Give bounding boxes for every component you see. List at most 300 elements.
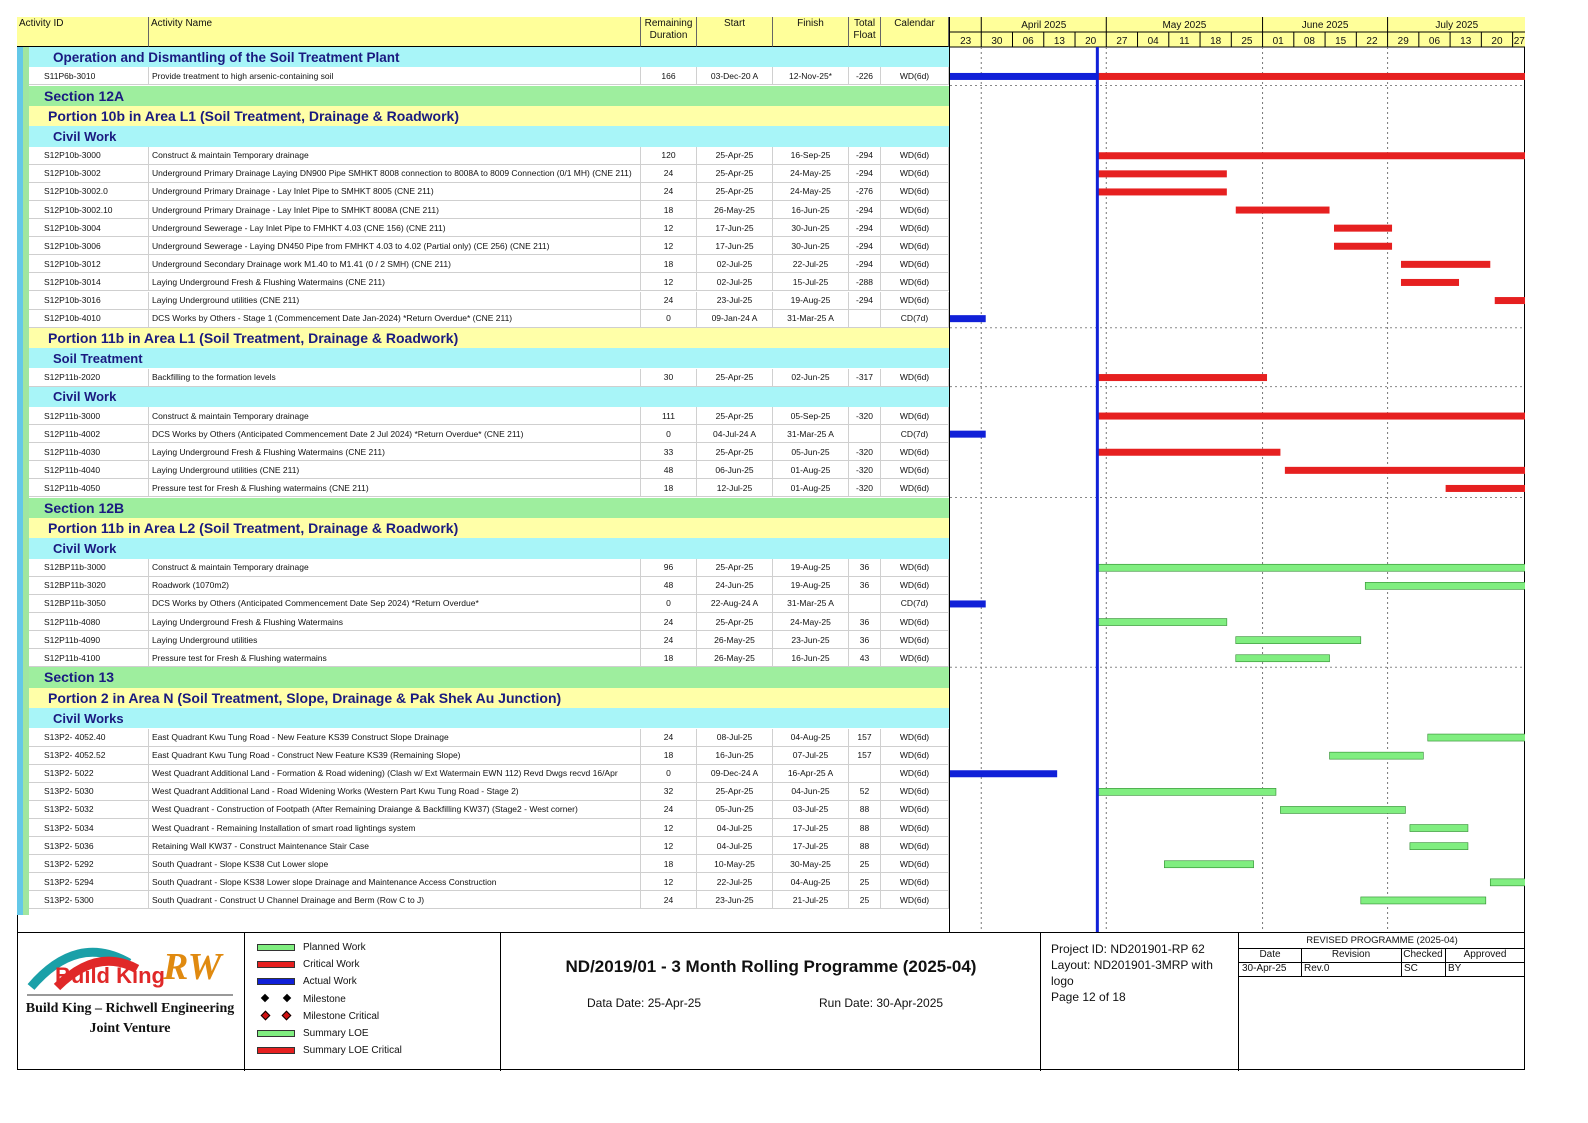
activity-name: Laying Underground utilities (CNE 211): [149, 292, 641, 309]
gantt-bar-actual: [950, 73, 1097, 80]
activity-start: 04-Jul-25: [697, 837, 773, 854]
activity-row: [17, 201, 949, 219]
activity-name: West Quadrant Additional Land - Road Widening Works (Western Part Kwu Tung Road - Stage 2): [149, 783, 641, 800]
activity-rem: 18: [641, 255, 697, 272]
header-finish: Finish: [773, 17, 849, 47]
activity-rem: 30: [641, 369, 697, 386]
activity-row: [17, 855, 949, 873]
activity-start: 16-Jun-25: [697, 747, 773, 764]
wbs-band: Portion 11b in Area L1 (Soil Treatment, Drainage & Roadwork): [17, 328, 949, 348]
activity-id: S12P11b-4100: [41, 649, 149, 666]
activity-name: Laying Underground Fresh & Flushing Watermains: [149, 613, 641, 630]
activity-id: S13P2- 4052.52: [41, 747, 149, 764]
activity-row: [17, 67, 949, 85]
wbs-band: Civil Work: [17, 126, 949, 146]
activity-row: [17, 783, 949, 801]
activity-id: S13P2- 5034: [41, 819, 149, 836]
week-label: 18: [1210, 36, 1222, 47]
activity-row: [17, 147, 949, 165]
activity-float: -294: [849, 201, 881, 218]
activity-id: S13P2- 5036: [41, 837, 149, 854]
rev-header-date: Date: [1259, 949, 1281, 960]
gantt-bar-planned: [1361, 897, 1486, 904]
gantt-bar-planned: [1236, 637, 1361, 644]
legend-item: [257, 956, 359, 973]
legend-swatch: [257, 1030, 295, 1037]
legend: [245, 933, 501, 1071]
header-activity-name: Activity Name: [149, 17, 641, 47]
legend-label: Summary LOE Critical: [303, 1045, 402, 1057]
activity-id: S12P11b-4050: [41, 479, 149, 496]
activity-name: West Quadrant - Remaining Installation of smart road lightings system: [149, 819, 641, 836]
activity-float: 88: [849, 837, 881, 854]
legend-label: Summary LOE: [303, 1028, 369, 1039]
activity-start: 23-Jun-25: [697, 891, 773, 908]
activity-name: DCS Works by Others (Anticipated Commencement Date Sep 2024) *Return Overdue*: [149, 595, 641, 612]
activity-name: DCS Works by Others (Anticipated Commencement Date 2 Jul 2024) *Return Overdue* (CNE 211): [149, 425, 641, 442]
week-label: 04: [1147, 36, 1159, 47]
gantt-bar-critical: [1097, 152, 1525, 159]
activity-cal: WD(6d): [881, 765, 949, 782]
activity-name: Laying Underground Fresh & Flushing Watermains (CNE 211): [149, 273, 641, 290]
header-start: Start: [697, 17, 773, 47]
activity-row: [17, 273, 949, 291]
activity-cal: WD(6d): [881, 891, 949, 908]
activity-float: 36: [849, 559, 881, 576]
activity-start: 04-Jul-25: [697, 819, 773, 836]
activity-rem: 12: [641, 273, 697, 290]
revision-box: [1239, 933, 1525, 1071]
activity-finish: 17-Jul-25: [773, 819, 849, 836]
activity-row: [17, 747, 949, 765]
activity-float: -288: [849, 273, 881, 290]
rev-date: 30-Apr-25: [1242, 963, 1287, 974]
activity-row: [17, 369, 949, 387]
activity-row: [17, 613, 949, 631]
activity-float: 157: [849, 747, 881, 764]
activity-start: 25-Apr-25: [697, 559, 773, 576]
activity-rem: 24: [641, 183, 697, 200]
wbs-band: Operation and Dismantling of the Soil Treatment Plant: [17, 47, 949, 67]
activity-start: 22-Aug-24 A: [697, 595, 773, 612]
activity-float: 25: [849, 855, 881, 872]
wbs-band: Section 12B: [17, 498, 949, 518]
week-label: 06: [1022, 36, 1034, 47]
revision-title: REVISED PROGRAMME (2025-04): [1239, 933, 1525, 949]
page-number: Page 12 of 18: [1051, 990, 1126, 1004]
activity-id: S13P2- 5294: [41, 873, 149, 890]
activity-float: -317: [849, 369, 881, 386]
gantt-bar-planned: [1097, 619, 1226, 626]
activity-id: S12BP11b-3020: [41, 577, 149, 594]
activity-finish: 30-Jun-25: [773, 219, 849, 236]
activity-finish: 01-Aug-25: [773, 479, 849, 496]
activity-rem: 18: [641, 855, 697, 872]
legend-item: [257, 973, 357, 990]
week-label: 23: [960, 36, 972, 47]
gantt-bar-actual: [950, 431, 986, 438]
gantt-bar-actual: [950, 600, 986, 607]
activity-float: -226: [849, 67, 881, 84]
activity-row: [17, 891, 949, 909]
activity-finish: 30-May-25: [773, 855, 849, 872]
activity-cal: WD(6d): [881, 819, 949, 836]
activity-row: [17, 219, 949, 237]
activity-float: 88: [849, 819, 881, 836]
activity-rem: 24: [641, 631, 697, 648]
activity-rem: 120: [641, 147, 697, 164]
wbs-band: Civil Work: [17, 538, 949, 558]
logo-mark: RW: [163, 946, 222, 988]
project-info-box: [1041, 933, 1239, 1071]
company-line-2: Joint Venture: [89, 1021, 171, 1036]
activity-start: 10-May-25: [697, 855, 773, 872]
activity-name: Laying Underground utilities (CNE 211): [149, 461, 641, 478]
activity-start: 25-Apr-25: [697, 183, 773, 200]
activity-float: -320: [849, 407, 881, 424]
activity-name: East Quadrant Kwu Tung Road - New Feature KS39 Construct Slope Drainage: [149, 729, 641, 746]
activity-row: [17, 559, 949, 577]
activity-rem: 24: [641, 165, 697, 182]
activity-float: -320: [849, 479, 881, 496]
activity-start: 12-Jul-25: [697, 479, 773, 496]
activity-float: [849, 765, 881, 782]
legend-item: [257, 1008, 379, 1025]
activity-finish: 05-Jun-25: [773, 443, 849, 460]
activity-finish: 16-Jun-25: [773, 649, 849, 666]
wbs-band: Portion 11b in Area L2 (Soil Treatment, Drainage & Roadwork): [17, 518, 949, 538]
activity-float: 25: [849, 891, 881, 908]
week-label: 06: [1428, 36, 1441, 47]
activity-start: 02-Jul-25: [697, 273, 773, 290]
activity-id: S12P11b-4090: [41, 631, 149, 648]
activity-start: 26-May-25: [697, 631, 773, 648]
activity-start: 09-Dec-24 A: [697, 765, 773, 782]
activity-row: [17, 461, 949, 479]
activity-row: [17, 729, 949, 747]
wbs-band: Portion 10b in Area L1 (Soil Treatment, Drainage & Roadwork): [17, 106, 949, 126]
gantt-bar-critical: [1495, 297, 1525, 304]
activity-finish: 24-May-25: [773, 183, 849, 200]
activity-cal: WD(6d): [881, 183, 949, 200]
activity-finish: 23-Jun-25: [773, 631, 849, 648]
activity-start: 17-Jun-25: [697, 237, 773, 254]
activity-rem: 24: [641, 801, 697, 818]
activity-id: S12P11b-2020: [41, 369, 149, 386]
company-line-1: Build King – Richwell Engineering: [25, 1001, 235, 1016]
activity-float: 36: [849, 577, 881, 594]
week-label: 27: [1513, 36, 1525, 47]
legend-swatch: [257, 961, 295, 968]
gantt-bar-critical: [1097, 73, 1525, 80]
activity-row: [17, 765, 949, 783]
activity-float: 52: [849, 783, 881, 800]
activity-finish: 04-Jun-25: [773, 783, 849, 800]
activity-row: [17, 819, 949, 837]
activity-cal: WD(6d): [881, 67, 949, 84]
activity-float: -294: [849, 219, 881, 236]
activity-name: Pressure test for Fresh & Flushing watermains: [149, 649, 641, 666]
activity-finish: 31-Mar-25 A: [773, 310, 849, 327]
activity-row: [17, 165, 949, 183]
activity-float: -294: [849, 255, 881, 272]
activity-cal: CD(7d): [881, 595, 949, 612]
activity-id: S13P2- 4052.40: [41, 729, 149, 746]
activity-float: 36: [849, 631, 881, 648]
activity-rem: 12: [641, 819, 697, 836]
activity-id: S12P11b-4040: [41, 461, 149, 478]
activity-finish: 03-Jul-25: [773, 801, 849, 818]
activity-rem: 111: [641, 407, 697, 424]
activity-cal: WD(6d): [881, 461, 949, 478]
week-label: 13: [1460, 36, 1472, 47]
legend-label: Milestone Critical: [303, 1010, 380, 1022]
activity-name: Underground Sewerage - Lay Inlet Pipe to FMHKT 4.03 (CNE 156) (CNE 211): [149, 219, 641, 236]
activity-float: 88: [849, 801, 881, 818]
rev-header-checked: Checked: [1403, 949, 1443, 960]
activity-float: -320: [849, 443, 881, 460]
activity-name: South Quadrant - Slope KS38 Lower slope Drainage and Maintenance Access Construction: [149, 873, 641, 890]
activity-id: S12P11b-3000: [41, 407, 149, 424]
activity-rem: 18: [641, 649, 697, 666]
rev-number: Rev.0: [1304, 963, 1330, 974]
activity-row: [17, 425, 949, 443]
activity-id: S13P2- 5030: [41, 783, 149, 800]
activity-rem: 18: [641, 201, 697, 218]
activity-cal: WD(6d): [881, 443, 949, 460]
activity-finish: 04-Aug-25: [773, 873, 849, 890]
activity-rem: 24: [641, 891, 697, 908]
legend-swatch: [257, 978, 295, 985]
gantt-bar-critical: [1334, 243, 1392, 250]
activity-row: [17, 255, 949, 273]
activity-start: 25-Apr-25: [697, 147, 773, 164]
activity-id: S12P10b-3004: [41, 219, 149, 236]
activity-float: [849, 310, 881, 327]
activity-cal: WD(6d): [881, 559, 949, 576]
wbs-band: Section 13: [17, 667, 949, 687]
logo-text: Build King: [55, 963, 165, 988]
logo-box: [17, 933, 245, 1071]
activity-cal: WD(6d): [881, 369, 949, 386]
activity-id: S12P10b-4010: [41, 310, 149, 327]
activity-cal: WD(6d): [881, 631, 949, 648]
activity-float: -294: [849, 237, 881, 254]
activity-name: Construct & maintain Temporary drainage: [149, 147, 641, 164]
gantt-bar-critical: [1285, 467, 1525, 474]
week-label: 20: [1085, 36, 1097, 47]
rev-approved: BY: [1448, 963, 1462, 974]
activity-name: East Quadrant Kwu Tung Road - Construct New Feature KS39 (Remaining Slope): [149, 747, 641, 764]
legend-item: [257, 939, 366, 956]
activity-row: [17, 310, 949, 328]
run-date: Run Date: 30-Apr-2025: [819, 996, 944, 1010]
wbs-band: Civil Works: [17, 708, 949, 728]
activity-name: Underground Primary Drainage - Lay Inlet Pipe to SMHKT 8005 (CNE 211): [149, 183, 641, 200]
week-label: 27: [1116, 36, 1128, 47]
week-label: 08: [1303, 36, 1316, 47]
activity-id: S12BP11b-3050: [41, 595, 149, 612]
activity-rem: 24: [641, 613, 697, 630]
gantt-bar-planned: [1410, 843, 1468, 850]
header-calendar: Calendar: [881, 17, 949, 47]
title-box: [501, 933, 1041, 1071]
activity-float: -294: [849, 147, 881, 164]
activity-cal: WD(6d): [881, 577, 949, 594]
legend-milestone-icon: [257, 994, 295, 1004]
legend-item: [257, 991, 346, 1008]
activity-rem: 12: [641, 837, 697, 854]
activity-row: [17, 801, 949, 819]
activity-cal: WD(6d): [881, 613, 949, 630]
legend-label: Planned Work: [303, 942, 366, 953]
activity-finish: 19-Aug-25: [773, 559, 849, 576]
header-remaining-duration: Remaining Duration: [641, 17, 697, 47]
activity-name: West Quadrant - Construction of Footpath (After Remaining Draiange & Backfilling KW37) (Stage2 - West corner): [149, 801, 641, 818]
header-total-float: Total Float: [849, 17, 881, 47]
activity-row: [17, 837, 949, 855]
activity-name: Construct & maintain Temporary drainage: [149, 407, 641, 424]
activity-cal: WD(6d): [881, 219, 949, 236]
activity-name: Laying Underground Fresh & Flushing Watermains (CNE 211): [149, 443, 641, 460]
layout-name: Layout: ND201901-3MRP with logo: [1051, 958, 1213, 988]
gantt-chart: [949, 17, 1525, 932]
activity-rem: 0: [641, 310, 697, 327]
gantt-bar-planned: [1236, 655, 1330, 662]
programme-title: ND/2019/01 - 3 Month Rolling Programme (2025-04): [565, 957, 977, 976]
activity-name: South Quadrant - Slope KS38 Cut Lower slope: [149, 855, 641, 872]
activity-rem: 48: [641, 461, 697, 478]
activity-id: S12P11b-4080: [41, 613, 149, 630]
gantt-bar-planned: [1280, 806, 1405, 813]
activity-finish: 12-Nov-25*: [773, 67, 849, 84]
activity-rem: 12: [641, 873, 697, 890]
activity-float: -294: [849, 165, 881, 182]
activity-rem: 96: [641, 559, 697, 576]
gantt-bar-planned: [1097, 788, 1276, 795]
gantt-bar-critical: [1401, 279, 1459, 286]
activity-start: 17-Jun-25: [697, 219, 773, 236]
activity-id: S12P10b-3016: [41, 292, 149, 309]
activity-cal: WD(6d): [881, 801, 949, 818]
activity-id: S12P10b-3002.0: [41, 183, 149, 200]
activity-cal: WD(6d): [881, 201, 949, 218]
activity-rem: 12: [641, 237, 697, 254]
activity-rem: 0: [641, 425, 697, 442]
activity-start: 06-Jun-25: [697, 461, 773, 478]
activity-row: [17, 407, 949, 425]
activity-rem: 32: [641, 783, 697, 800]
activity-name: Laying Underground utilities: [149, 631, 641, 648]
gantt-bar-critical: [1097, 413, 1525, 420]
activity-id: S12P11b-4030: [41, 443, 149, 460]
activity-cal: WD(6d): [881, 729, 949, 746]
wbs-band: Civil Work: [17, 387, 949, 407]
activity-start: 25-Apr-25: [697, 369, 773, 386]
activity-cal: WD(6d): [881, 479, 949, 496]
activity-float: [849, 425, 881, 442]
activity-start: 26-May-25: [697, 649, 773, 666]
activity-finish: 01-Aug-25: [773, 461, 849, 478]
activity-start: 25-Apr-25: [697, 783, 773, 800]
gantt-bar-critical: [1446, 485, 1525, 492]
activity-finish: 19-Aug-25: [773, 577, 849, 594]
activity-start: 25-Apr-25: [697, 443, 773, 460]
activity-cal: WD(6d): [881, 407, 949, 424]
gantt-bar-critical: [1097, 170, 1226, 177]
legend-label: Critical Work: [303, 959, 360, 971]
activity-start: 26-May-25: [697, 201, 773, 218]
activity-row: [17, 631, 949, 649]
activity-cal: CD(7d): [881, 425, 949, 442]
gantt-bar-actual: [950, 770, 1057, 777]
activity-start: 09-Jan-24 A: [697, 310, 773, 327]
rev-checked: SC: [1404, 963, 1418, 974]
activity-id: S12BP11b-3000: [41, 559, 149, 576]
activity-rem: 0: [641, 595, 697, 612]
rev-header-revision: Revision: [1331, 949, 1371, 960]
month-label: June 2025: [1301, 20, 1349, 31]
activity-finish: 22-Jul-25: [773, 255, 849, 272]
activity-finish: 21-Jul-25: [773, 891, 849, 908]
activity-start: 02-Jul-25: [697, 255, 773, 272]
activity-table: [17, 17, 949, 932]
activity-finish: 16-Sep-25: [773, 147, 849, 164]
wbs-band: Section 12A: [17, 86, 949, 106]
activity-id: S13P2- 5022: [41, 765, 149, 782]
header-activity-id: Activity ID: [17, 17, 149, 47]
activity-rem: 18: [641, 479, 697, 496]
activity-row: [17, 595, 949, 613]
activity-float: [849, 595, 881, 612]
activity-start: 08-Jul-25: [697, 729, 773, 746]
activity-start: 25-Apr-25: [697, 407, 773, 424]
activity-name: Roadwork (1070m2): [149, 577, 641, 594]
activity-finish: 31-Mar-25 A: [773, 595, 849, 612]
gantt-bar-critical: [1401, 261, 1490, 268]
footer: [17, 932, 1525, 1070]
gantt-bar-critical: [1334, 225, 1392, 232]
activity-cal: CD(7d): [881, 310, 949, 327]
activity-float: -320: [849, 461, 881, 478]
activity-finish: 07-Jul-25: [773, 747, 849, 764]
activity-finish: 30-Jun-25: [773, 237, 849, 254]
activity-id: S13P2- 5300: [41, 891, 149, 908]
activity-id: S11P6b-3010: [41, 67, 149, 84]
gantt-bar-planned: [1330, 752, 1424, 759]
project-id: Project ID: ND201901-RP 62: [1051, 942, 1205, 956]
activity-rem: 48: [641, 577, 697, 594]
activity-id: S12P10b-3014: [41, 273, 149, 290]
activity-cal: WD(6d): [881, 873, 949, 890]
activity-rem: 33: [641, 443, 697, 460]
activity-cal: WD(6d): [881, 747, 949, 764]
gantt-bar-planned: [1365, 582, 1525, 589]
activity-name: South Quadrant - Construct U Channel Drainage and Berm (Row C to J): [149, 891, 641, 908]
activity-float: 43: [849, 649, 881, 666]
activity-finish: 24-May-25: [773, 165, 849, 182]
activity-id: S12P10b-3002.10: [41, 201, 149, 218]
week-label: 13: [1053, 36, 1065, 47]
gantt-bar-planned: [1097, 564, 1525, 571]
activity-name: Provide treatment to high arsenic-containing soil: [149, 67, 641, 84]
week-label: 01: [1272, 36, 1284, 47]
activity-rem: 24: [641, 292, 697, 309]
activity-id: S12P11b-4002: [41, 425, 149, 442]
activity-finish: 15-Jul-25: [773, 273, 849, 290]
activity-start: 25-Apr-25: [697, 165, 773, 182]
activity-row: [17, 577, 949, 595]
